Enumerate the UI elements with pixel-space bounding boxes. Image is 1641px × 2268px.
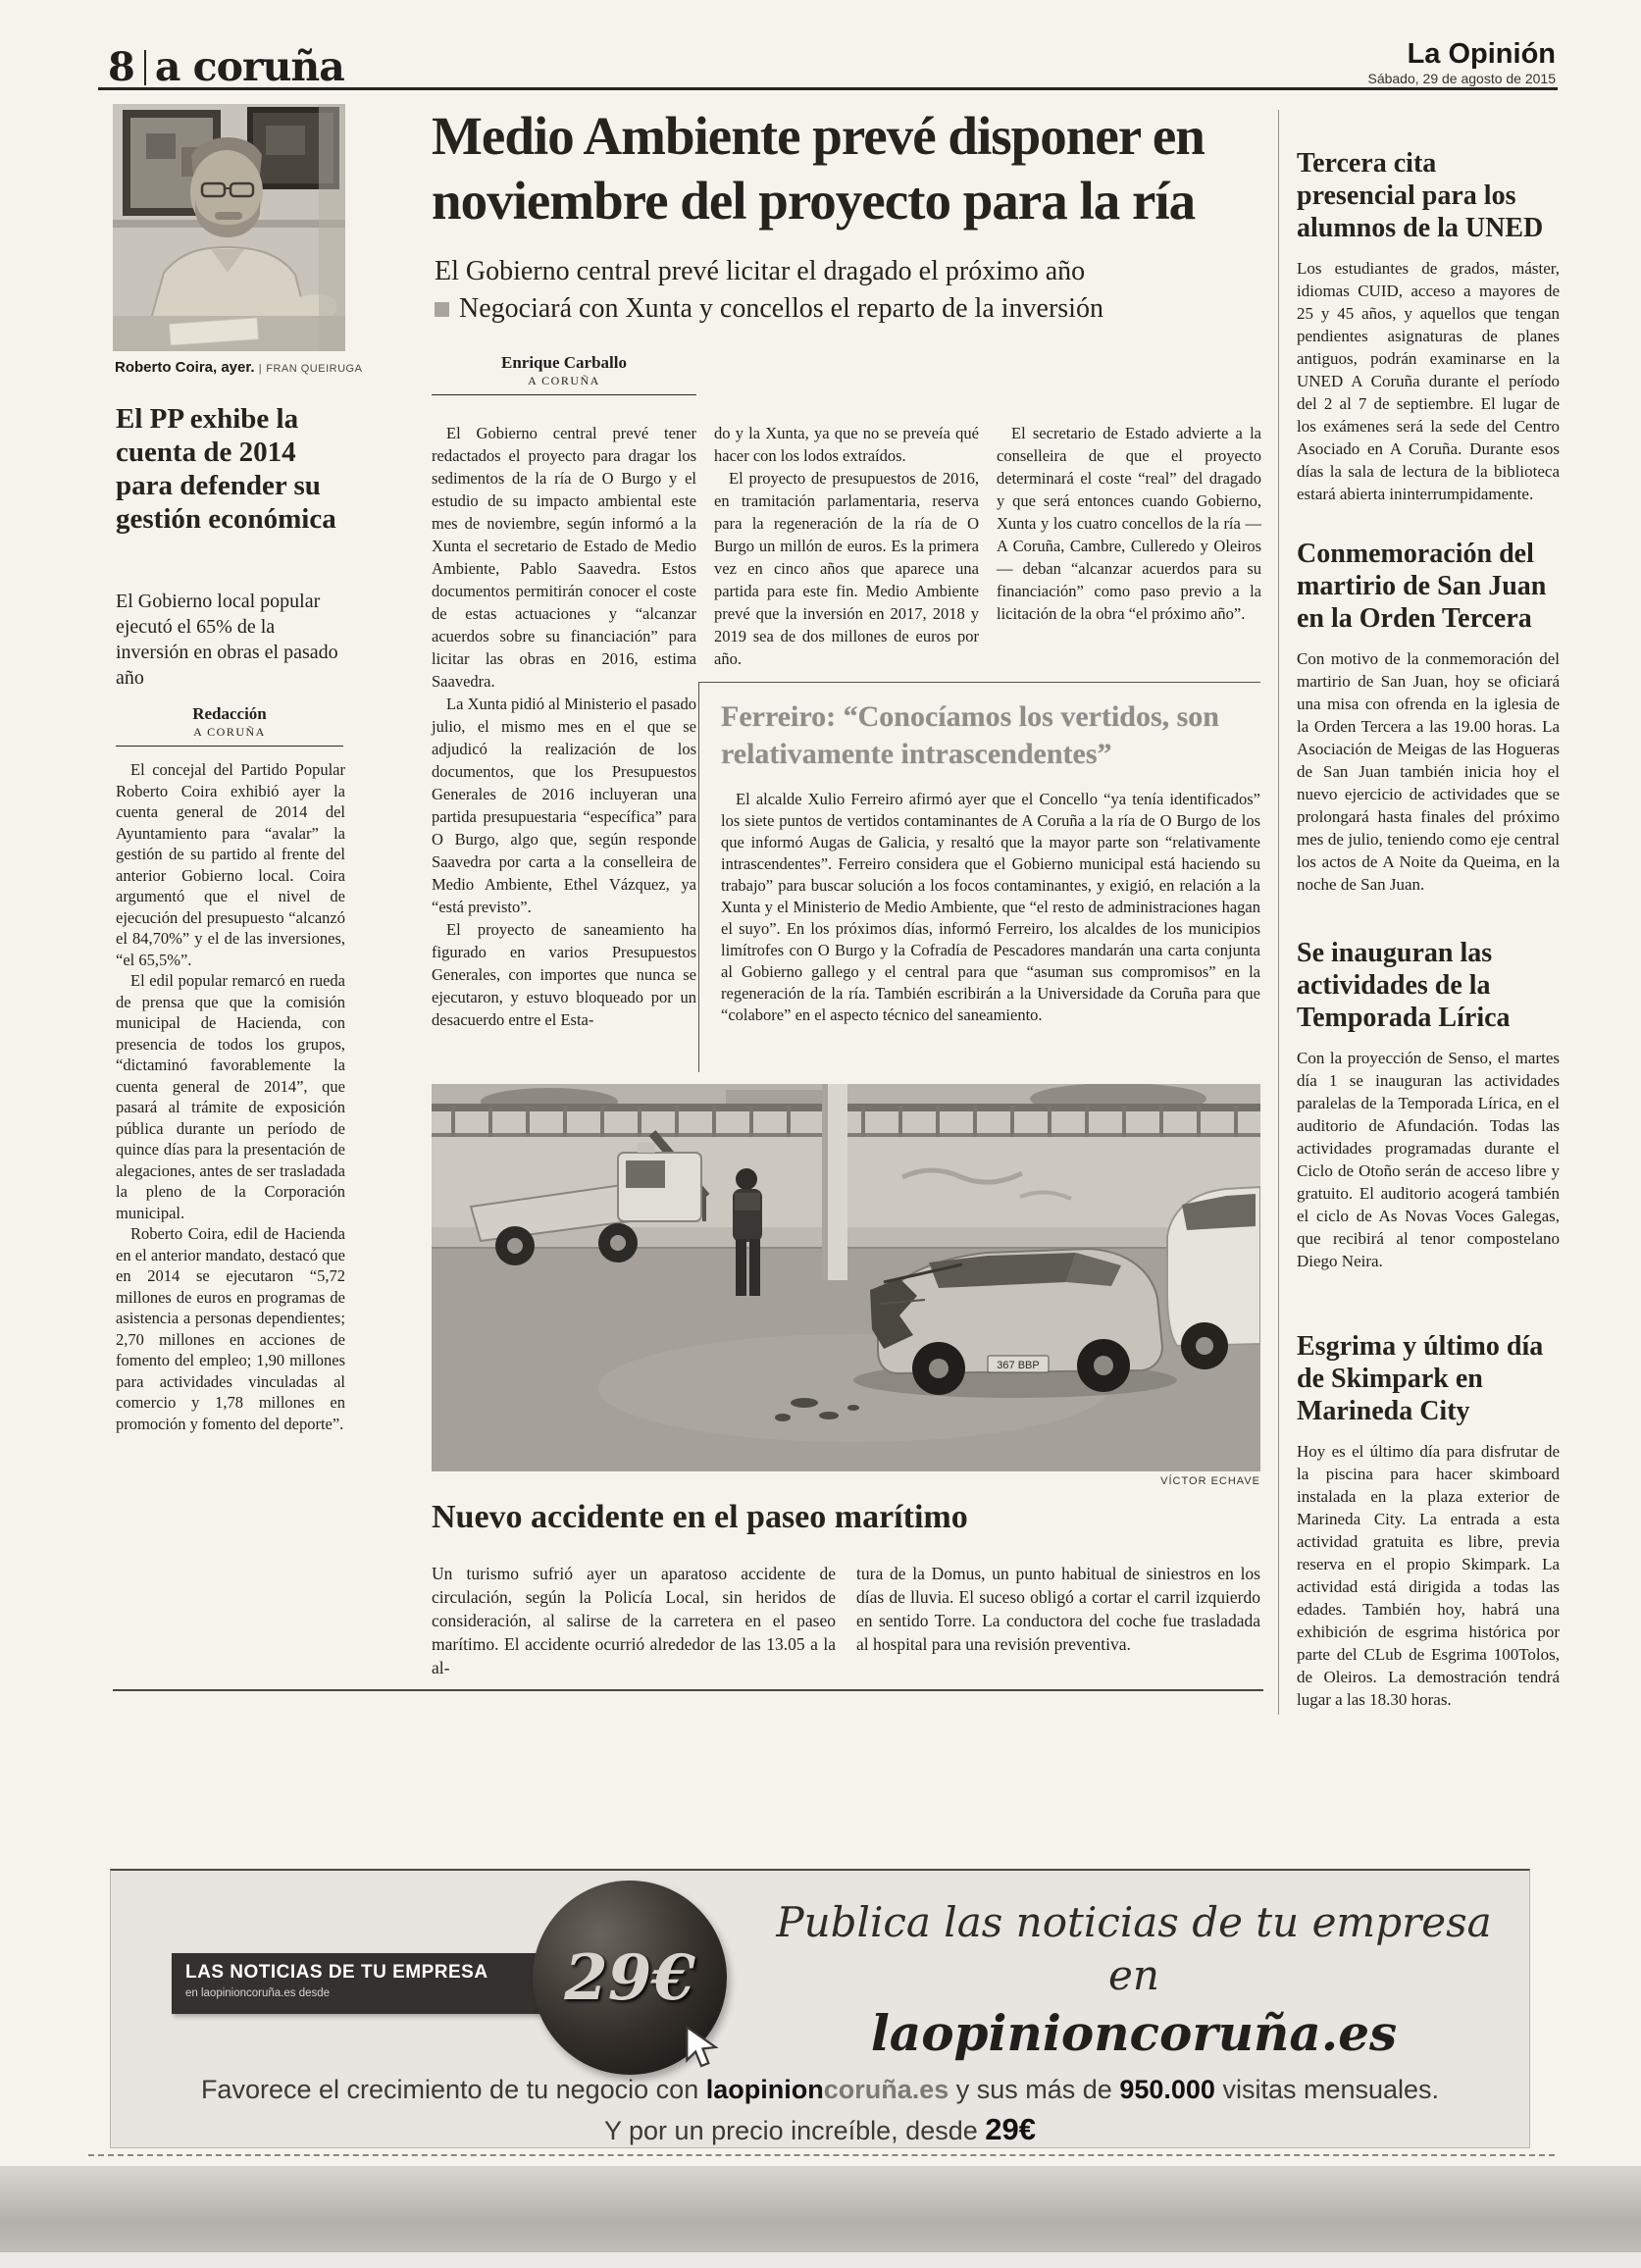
ad-ribbon: [172, 1953, 546, 2014]
quote-body: El alcalde Xulio Ferreiro afirmó ayer que el Concello “ya tenía identificados” los siete puntos de vertidos contaminantes de A Coruña a la ría de O Burgo de los que informó Augas de Galicia, y resaltó que la mayor parte son “relativamente intrascendentes”. Ferreiro considera que el Gobierno municipal está haciendo su trabajo” para buscar solución a los focos contaminantes, y exigió, en relación a la Xunta y el Ministerio de Medio Ambiente, que “el resto de administraciones hagan el suyo”. En los próximos días, informó Ferreiro, los alcaldes de los municipios limítrofes con O Burgo y la Cofradía de Pescadores mandarán una carta conjunta al Gobierno gallego y el central para que “asuman sus compromisos” en la regeneración de la ría. También escribirán a la Universidade da Coruña para que “colabore” en el aspecto técnico del saneamiento.: [721, 790, 1260, 1024]
ad-script-block: [746, 1896, 1521, 2065]
square-bullet-icon: [435, 302, 449, 317]
section-rule: [113, 1689, 1263, 1691]
column-rule: [1278, 110, 1279, 1715]
byline-place: A CORUÑA: [528, 374, 600, 387]
accident-photo-illustration: [432, 1084, 1260, 1471]
quote-box: [698, 682, 1260, 1072]
page-number: 8: [108, 44, 135, 90]
left-article-body: [116, 759, 345, 1434]
byline-rule: [116, 746, 343, 747]
left-article-headline: El PP exhibe la cuenta de 2014 para defender su gestión económica: [116, 403, 336, 535]
ad-tagline2-price: 29€: [985, 2112, 1036, 2146]
section-header: [108, 43, 344, 90]
article-paragraph: Roberto Coira, edil de Hacienda en el anterior mandato, destacó que en 2014 se ejecutaron “5,72 millones de euros en programas de asistencia a personas dependientes; 2,70 millones en acciones de fomento del empleo; 1,90 millones para actividades vinculadas al comercio y 1,78 millones en promoción y fomento del deporte”.: [116, 1224, 345, 1433]
masthead-block: [1367, 40, 1556, 86]
subhead-2: Negociará con Xunta y concellos el reparto de la inversión: [459, 293, 1103, 324]
article-paragraph: El edil popular remarcó en rueda de prensa que que la comisión municipal de Hacienda, con presencia de todos los grupos, “dictaminó favorablemente la cuenta general de 2014”, que pasará al trámite de exposición pública durante un período de quince días para la presentación de alegaciones, antes de ser trasladada la pleno de la Corporación municipal.: [116, 971, 345, 1222]
byline-place: A CORUÑA: [193, 725, 266, 739]
scan-edge: [0, 2252, 1641, 2268]
license-plate: 367 BBP: [997, 1360, 1040, 1371]
ad-script-line: Publica las noticias de tu empresa en: [776, 1898, 1492, 1999]
masthead: La Opinión: [1407, 38, 1556, 70]
photo-credit: FRAN QUEIRUGA: [266, 363, 363, 375]
ad-script-domain: laopinioncoruña.es: [870, 2004, 1398, 2062]
article-paragraph: El Gobierno central prevé tener redactados el proyecto para dragar los sedimentos de la ría de O Burgo y el estudio de su impacto ambiental este mes de noviembre, según informó a la Xunta el secretario de Estado de Medio Ambiente, Pablo Saavedra. Estos documentos permitirán conocer el coste de estas actuaciones y “alcanzar acuerdos sobre su financiación” para licitar las obras en 2016, estima Saavedra.: [432, 424, 696, 691]
main-subheads: [435, 253, 1278, 328]
portrait-photo: [113, 104, 345, 351]
portrait-caption: [115, 359, 409, 376]
white-car: [1167, 1187, 1260, 1369]
header-divider: [144, 50, 146, 85]
ad-tagline-post: visitas mensuales.: [1214, 2075, 1440, 2104]
article-paragraph: do y la Xunta, ya que no se preveía qué hacer con los lodos extraídos.: [714, 424, 979, 465]
brief-body: Con motivo de la conmemoración del martirio de San Juan, hoy se oficiará una misa con ofrenda en la iglesia de la Orden Tercera a las 19.00 horas. La Asociación de Meigas de las Hogueras de San Juan también inicia hoy el nuevo ejercicio de actividades que se prolongará hasta finales del próximo mes de julio, teniendo como eje central los actos de A Noite da Queima, en la noche de San Juan.: [1297, 649, 1560, 894]
ad-tagline-domain-bold: laopinion: [705, 2075, 824, 2104]
left-article-standfirst: El Gobierno local popular ejecutó el 65% de la inversión en obras el pasado año: [116, 591, 338, 689]
ad-tagline-number: 950.000: [1119, 2075, 1215, 2104]
brief-body: Los estudiantes de grados, máster, idiomas CUID, acceso a mayores de 25 y 45 años, y aquellos que tengan pendientes asignaturas de planes antiguos, podrán examinarse en la UNED A Coruña durante el período del 2 al 7 de septiembre. El lugar de los exámenes será la sede del Centro Asociado en A Coruña. Durante esos días la sala de lectura de la biblioteca estará abierta ininterrumpidamente.: [1297, 259, 1560, 503]
ad-tagline: [111, 2075, 1529, 2105]
ad-price: 29€: [564, 1940, 695, 2015]
accident-headline: Nuevo accidente en el paseo marítimo: [432, 1499, 968, 1535]
main-article-column-1: [432, 422, 696, 1031]
byline-author: Enrique Carballo: [501, 353, 627, 372]
subhead-1: El Gobierno central prevé licitar el dragado el próximo año: [435, 256, 1086, 286]
ad-ribbon-title: LAS NOTICIAS DE TU EMPRESA: [185, 1962, 488, 1983]
accident-column-1: Un turismo sufrió ayer un aparatoso accidente de circulación, según la Policía Local, sin heridos de consideración, al salirse de la carretera en el paseo marítimo. El accidente ocurrió alrededor de las 13.05 a la al-: [432, 1564, 836, 1677]
cursor-icon: [684, 2026, 719, 2069]
portrait-photo-illustration: [113, 104, 345, 351]
edition-date: Sábado, 29 de agosto de 2015: [1367, 71, 1556, 86]
page-header: [98, 37, 1558, 90]
article-paragraph: El proyecto de presupuestos de 2016, en tramitación parlamentaria, reserva para la regeneración de la ría de O Burgo un millón de euros. Es la primera vez en cinco años que aparece una partida para este fin. Medio Ambiente prevé que la inversión en 2017, 2018 y 2019 sea de dos millones de euros por año.: [714, 469, 979, 668]
byline-rule: [432, 394, 696, 395]
brief-body: Con la proyección de Senso, el martes día 1 se inauguran las actividades paralelas de la Temporada Lírica, en el auditorio de Afundación. Todas las actividades programadas durante el Ciclo de Otoño serán de acceso libre y gratuito. El auditorio acogerá también el ciclo de As Novas Voces Galegas, que recibirá al tenor compostelano Diego Neira.: [1297, 1049, 1560, 1270]
brief-headline: Se inauguran las actividades de la Temporada Lírica: [1297, 938, 1511, 1033]
main-article-byline: [432, 353, 696, 395]
left-article-byline: [116, 704, 343, 747]
byline-author: Redacción: [192, 704, 267, 723]
brief-headline: Conmemoración del martirio de San Juan en la Orden Tercera: [1297, 539, 1547, 634]
ad-tagline-2: [111, 2112, 1529, 2147]
advertisement: [110, 1869, 1530, 2148]
caption-separator: |: [258, 363, 263, 375]
accident-photo: [432, 1084, 1260, 1471]
article-paragraph: El secretario de Estado advierte a la conselleira de que el proyecto determinará el coste “real” del dragado y que será entonces cuando Gobierno, Xunta y los cuatro concellos de la ría —A Coruña, Cambre, Culleredo y Oleiros— deban “alcanzar acuerdos para su financiación” como paso previo a la licitación de la obra “el próximo año”.: [997, 424, 1261, 623]
ad-tagline-mid: y sus más de: [949, 2075, 1120, 2104]
brief-headline: Tercera cita presencial para los alumnos de la UNED: [1297, 148, 1544, 243]
quote-headline: Ferreiro: “Conocíamos los vertidos, son relativamente intrascendentes”: [721, 700, 1219, 770]
main-article-column-3: [997, 422, 1261, 625]
scan-dashed-line: [88, 2154, 1555, 2156]
brief-headline: Esgrima y último día de Skimpark en Marineda City: [1297, 1331, 1544, 1426]
article-paragraph: El concejal del Partido Popular Roberto Coira exhibió ayer la cuenta general de 2014 del Ayuntamiento para “avalar” la gestión de su partido al frente del anterior Gobierno local. Coira argumentó que el nivel de ejecución del presupuesto “alcanzó el 84,70%” y el de las inversiones, “el 65,5%”.: [116, 760, 345, 969]
ad-ribbon-subtitle: en laopinioncoruña.es desde: [185, 1987, 331, 1999]
ad-tagline-pre: Favorece el crecimiento de tu negocio con: [200, 2075, 706, 2104]
article-paragraph: La Xunta pidió al Ministerio el pasado julio, el mismo mes en el que se adjudicó la realización de los documentos, que los Presupuestos Generales de 2016 incluyeran una partida presupuestaria “específica” para O Burgo, algo que, según responde Saavedra por carta a la conselleira de Medio Ambiente, Ethel Vázquez, ya “está previsto”.: [432, 695, 696, 916]
main-article-column-2: [714, 422, 979, 670]
main-headline: Medio Ambiente prevé disponer en noviembre del proyecto para la ría: [432, 106, 1205, 231]
article-paragraph: El proyecto de saneamiento ha figurado en varios Presupuestos Generales, con importes que nunca se ejecutaron, y estuvo bloqueado por un desacuerdo entre el Esta-: [432, 920, 696, 1029]
brief-body: Hoy es el último día para disfrutar de la piscina para hacer skimboard instalada en la plaza exterior de Marineda City. La entrada a esta actividad gratuita es libre, previa reserva en el propio Skimpark. La actividad está dirigida a todas las edades. También hoy, habrá una exhibición de esgrima histórica por parte del CLub de Esgrima 100Tolos, de Oleiros. La demostración tendrá lugar a las 18.30 horas.: [1297, 1442, 1560, 1709]
accident-column-2: tura de la Domus, un punto habitual de siniestros en los días de lluvia. El suceso obligó a cortar el carril izquierdo en sentido Torre. La conductora del coche fue trasladada al hospital para una revisión preventiva.: [856, 1564, 1260, 1654]
caption-text: Roberto Coira, ayer.: [115, 359, 255, 376]
photo-credit: VÍCTOR ECHAVE: [1160, 1475, 1260, 1487]
subhead-2-row: [435, 290, 1278, 328]
section-title: a coruña: [154, 43, 344, 90]
ad-tagline-domain-gray: coruña.es: [823, 2075, 949, 2104]
ad-tagline2-pre: Y por un precio increíble, desde: [604, 2116, 986, 2145]
